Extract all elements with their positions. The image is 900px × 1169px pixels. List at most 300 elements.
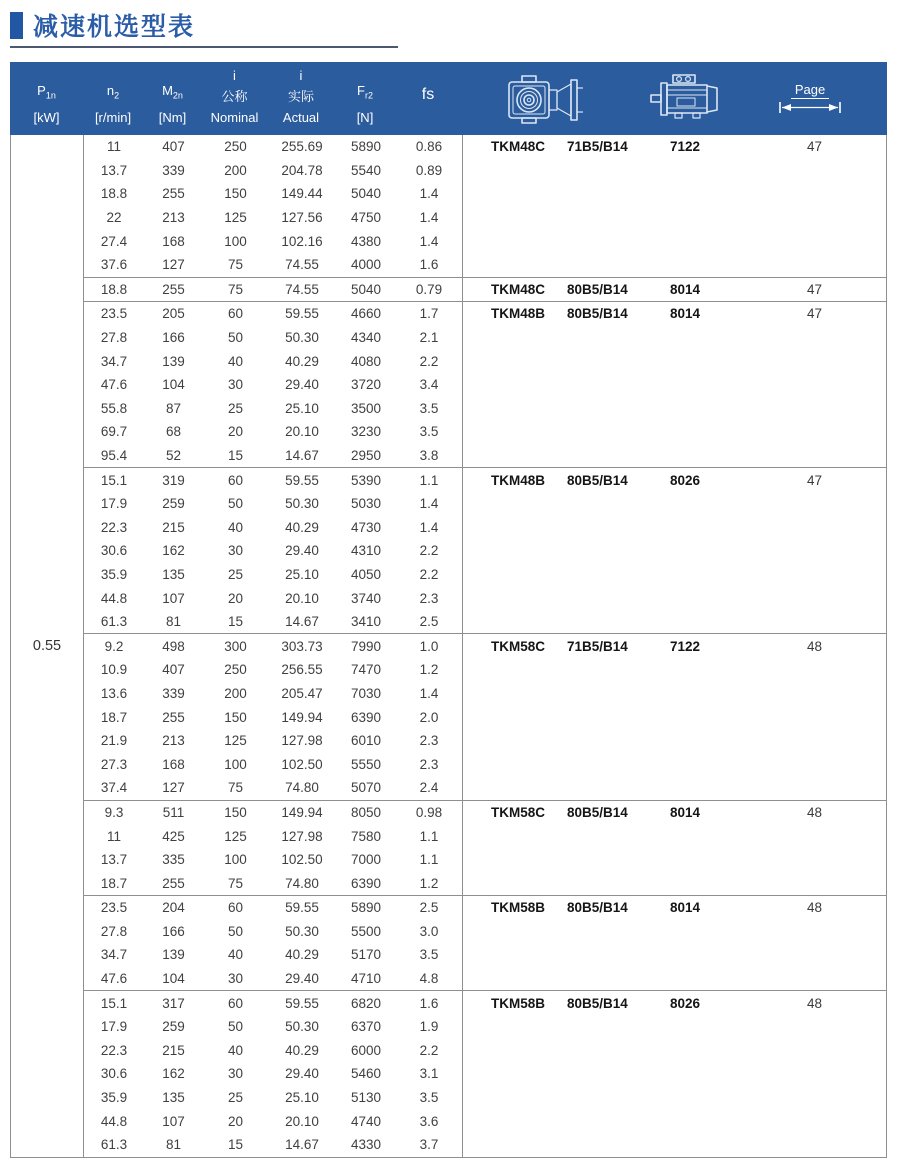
cell-i-nominal: 150: [224, 804, 247, 820]
cell-fr2: 5540: [350, 162, 382, 178]
cell-fr2: 5030: [350, 496, 382, 512]
table-row: [84, 302, 886, 326]
model-cell: TKM48B: [462, 468, 567, 492]
row-group: [84, 895, 886, 990]
col-header-n2: [83, 62, 143, 135]
page-number-cell: [803, 563, 886, 587]
fr2-unit: [N]: [356, 110, 374, 125]
cell-fs: 2.4: [419, 780, 439, 796]
flange-cell: [567, 1086, 670, 1110]
cell-m2n: 166: [162, 330, 185, 346]
page-number-cell: [803, 824, 886, 848]
i-actual-en: Actual: [282, 110, 320, 125]
cell-i-nominal: 250: [224, 662, 247, 678]
cell-i-nominal: 125: [224, 210, 247, 226]
motor-code-cell: [670, 563, 803, 587]
model-cell: [462, 776, 567, 800]
table-row: [84, 705, 886, 729]
model-cell: [462, 420, 567, 444]
table-row: [84, 824, 886, 848]
cell-fr2: 5890: [350, 139, 382, 155]
cell-i-actual: 29.40: [285, 1066, 319, 1082]
flange-cell: [567, 516, 670, 540]
cell-m2n: 168: [162, 756, 185, 772]
cell-m2n: 213: [162, 210, 185, 226]
cell-fr2: 4000: [350, 257, 382, 273]
page-number-cell: [803, 420, 886, 444]
page-number-cell: [803, 159, 886, 183]
page-number-cell: [803, 326, 886, 350]
table-row: [84, 991, 886, 1015]
model-cell: TKM48B: [462, 302, 567, 326]
model-cell: TKM58C: [462, 634, 567, 658]
model-cell: [462, 705, 567, 729]
cell-i-actual: 14.67: [285, 614, 319, 630]
cell-i-actual: 74.55: [285, 257, 319, 273]
page-number-cell: [803, 206, 886, 230]
p1n-value-cell: 0.55: [32, 637, 62, 654]
cell-i-actual: 50.30: [285, 496, 319, 512]
cell-n2: 21.9: [100, 733, 128, 749]
n2-unit: [r/min]: [94, 110, 132, 125]
page-number-cell: [803, 1015, 886, 1039]
cell-i-nominal: 100: [224, 852, 247, 868]
cell-fs: 3.0: [419, 923, 439, 939]
col-header-fr2: [335, 62, 395, 135]
model-cell: [462, 563, 567, 587]
cell-m2n: 335: [162, 852, 185, 868]
motor-code-cell: [670, 586, 803, 610]
cell-fr2: 4750: [350, 210, 382, 226]
motor-code-cell: 8014: [670, 804, 701, 820]
motor-code-cell: [670, 206, 803, 230]
row-group: [84, 990, 886, 1156]
cell-i-actual: 127.98: [281, 828, 323, 844]
table-row: [84, 896, 886, 920]
page-number-cell: [803, 610, 886, 634]
page-number-cell: [803, 516, 886, 540]
motor-code-cell: [670, 159, 803, 183]
model-cell: [462, 182, 567, 206]
page-number-cell: [803, 967, 886, 991]
cell-fr2: 3740: [350, 590, 382, 606]
table-row: [84, 871, 886, 895]
table-row: [84, 776, 886, 800]
cell-m2n: 204: [162, 900, 185, 916]
page-number-cell: [803, 1062, 886, 1086]
flange-cell: [567, 682, 670, 706]
cell-fs: 0.98: [415, 804, 443, 820]
cell-m2n: 168: [162, 233, 185, 249]
cell-fr2: 4740: [350, 1113, 382, 1129]
model-cell: TKM48C: [462, 135, 567, 159]
row-group: [84, 301, 886, 467]
page-number-cell: [803, 920, 886, 944]
cell-i-nominal: 60: [227, 900, 244, 916]
cell-i-nominal: 125: [224, 733, 247, 749]
cell-fs: 3.4: [419, 377, 439, 393]
cell-i-actual: 59.55: [285, 995, 319, 1011]
cell-fr2: 7030: [350, 685, 382, 701]
model-cell: [462, 967, 567, 991]
cell-i-nominal: 20: [227, 590, 244, 606]
cell-i-nominal: 150: [224, 709, 247, 725]
page-number-cell: [803, 1039, 886, 1063]
flange-cell: 80B5/B14: [567, 306, 628, 322]
table-row: [84, 848, 886, 872]
table-row: [84, 135, 886, 159]
cell-fs: 1.4: [419, 233, 439, 249]
row-group: [84, 277, 886, 302]
motor-code-cell: [670, 682, 803, 706]
p1n-symbol: $P_{1n}$: [37, 83, 56, 101]
model-cell: TKM58B: [462, 896, 567, 920]
cell-m2n: 255: [162, 709, 185, 725]
cell-n2: 13.7: [100, 162, 128, 178]
table-row: [84, 752, 886, 776]
model-cell: [462, 920, 567, 944]
motor-code-cell: [670, 705, 803, 729]
cell-i-actual: 50.30: [285, 923, 319, 939]
page-width-icon: [779, 101, 841, 114]
cell-fs: 4.8: [419, 971, 439, 987]
cell-n2: 34.7: [100, 353, 128, 369]
p1n-unit: [kW]: [33, 110, 60, 125]
page-number-cell: [803, 373, 886, 397]
cell-i-actual: 14.67: [285, 448, 319, 464]
flange-cell: [567, 444, 670, 468]
fs-symbol: fs: [421, 86, 435, 103]
cell-m2n: 259: [162, 496, 185, 512]
cell-n2: 37.4: [100, 780, 128, 796]
flange-cell: [567, 397, 670, 421]
cell-fr2: 5070: [350, 780, 382, 796]
cell-n2: 18.8: [100, 186, 128, 202]
cell-m2n: 319: [162, 472, 185, 488]
table-row: [84, 658, 886, 682]
cell-i-nominal: 30: [227, 543, 244, 559]
flange-cell: [567, 848, 670, 872]
cell-fr2: 3500: [350, 400, 382, 416]
cell-n2: 95.4: [100, 448, 128, 464]
page-number-cell: [803, 253, 886, 277]
m2n-unit: [Nm]: [158, 110, 187, 125]
table-row: [84, 563, 886, 587]
cell-fs: 0.79: [415, 281, 443, 297]
page-number-cell: [803, 492, 886, 516]
cell-n2: 15.1: [100, 995, 128, 1011]
cell-n2: 23.5: [100, 900, 128, 916]
table-row: [84, 373, 886, 397]
cell-i-nominal: 25: [227, 566, 244, 582]
cell-fr2: 7990: [350, 638, 382, 654]
flange-cell: [567, 610, 670, 634]
cell-i-nominal: 50: [227, 923, 244, 939]
cell-i-nominal: 100: [224, 756, 247, 772]
cell-i-nominal: 40: [227, 353, 244, 369]
page-number-cell: 47: [807, 281, 823, 297]
cell-m2n: 162: [162, 1066, 185, 1082]
flange-cell: 71B5/B14: [567, 139, 628, 155]
cell-fr2: 6000: [350, 1042, 382, 1058]
cell-i-actual: 40.29: [285, 519, 319, 535]
cell-m2n: 255: [162, 281, 185, 297]
page-number-cell: 48: [807, 900, 823, 916]
motor-code-cell: [670, 373, 803, 397]
cell-i-actual: 74.80: [285, 780, 319, 796]
cell-i-actual: 255.69: [281, 139, 323, 155]
cell-i-actual: 25.10: [285, 566, 319, 582]
row-group: [84, 800, 886, 895]
cell-fr2: 6010: [350, 733, 382, 749]
table-row: [84, 349, 886, 373]
table-row: [84, 801, 886, 825]
cell-i-nominal: 50: [227, 1019, 244, 1035]
cell-i-nominal: 60: [227, 306, 244, 322]
page-number-cell: [803, 658, 886, 682]
section-title-row: [10, 7, 195, 43]
cell-fr2: 5550: [350, 756, 382, 772]
motor-code-cell: [670, 397, 803, 421]
cell-i-nominal: 125: [224, 828, 247, 844]
model-cell: [462, 326, 567, 350]
table-body-groups: [83, 135, 886, 1157]
cell-fs: 2.2: [419, 543, 439, 559]
cell-i-actual: 149.94: [281, 709, 323, 725]
cell-i-actual: 50.30: [285, 1019, 319, 1035]
cell-n2: 15.1: [100, 472, 128, 488]
motor-code-cell: [670, 349, 803, 373]
flange-cell: [567, 1133, 670, 1157]
cell-i-nominal: 30: [227, 971, 244, 987]
motor-code-cell: [670, 658, 803, 682]
cell-fr2: 7470: [350, 662, 382, 678]
motor-code-cell: [670, 326, 803, 350]
model-cell: TKM58C: [462, 801, 567, 825]
model-cell: [462, 586, 567, 610]
cell-fr2: 3720: [350, 377, 382, 393]
flange-cell: [567, 253, 670, 277]
model-cell: TKM48C: [462, 278, 567, 302]
cell-n2: 44.8: [100, 590, 128, 606]
cell-n2: 27.4: [100, 233, 128, 249]
motor-code-cell: [670, 1062, 803, 1086]
flange-cell: [567, 776, 670, 800]
col-header-i-actual: [267, 62, 335, 135]
model-cell: [462, 159, 567, 183]
cell-i-nominal: 15: [227, 614, 244, 630]
model-cell: [462, 610, 567, 634]
cell-i-actual: 303.73: [281, 638, 323, 654]
motor-code-cell: [670, 1109, 803, 1133]
motor-code-cell: [670, 752, 803, 776]
table-header: [10, 62, 887, 135]
flange-cell: [567, 373, 670, 397]
flange-cell: [567, 206, 670, 230]
page-number-cell: [803, 943, 886, 967]
motor-code-cell: 8026: [670, 995, 701, 1011]
model-cell: [462, 1086, 567, 1110]
cell-m2n: 87: [165, 400, 182, 416]
cell-i-nominal: 30: [227, 1066, 244, 1082]
cell-n2: 18.7: [100, 875, 128, 891]
cell-i-actual: 25.10: [285, 1090, 319, 1106]
flange-cell: [567, 729, 670, 753]
flange-cell: [567, 492, 670, 516]
cell-n2: 27.3: [100, 756, 128, 772]
model-cell: [462, 253, 567, 277]
cell-n2: 17.9: [100, 496, 128, 512]
model-cell: [462, 824, 567, 848]
cell-fr2: 7000: [350, 852, 382, 868]
cell-n2: 27.8: [100, 923, 128, 939]
model-cell: [462, 492, 567, 516]
cell-m2n: 162: [162, 543, 185, 559]
cell-i-actual: 204.78: [281, 162, 323, 178]
cell-fs: 1.4: [419, 519, 439, 535]
cell-m2n: 407: [162, 139, 185, 155]
page-number-cell: [803, 1086, 886, 1110]
cell-i-actual: 127.56: [281, 210, 323, 226]
cell-n2: 61.3: [100, 1137, 128, 1153]
cell-i-actual: 59.55: [285, 900, 319, 916]
flange-cell: [567, 824, 670, 848]
cell-m2n: 215: [162, 519, 185, 535]
cell-i-actual: 256.55: [281, 662, 323, 678]
table-row: [84, 492, 886, 516]
cell-n2: 34.7: [100, 947, 128, 963]
motor-code-cell: [670, 253, 803, 277]
table-row: [84, 539, 886, 563]
page-number-cell: [803, 229, 886, 253]
row-group: [84, 467, 886, 633]
cell-fr2: 4730: [350, 519, 382, 535]
cell-fs: 3.5: [419, 400, 439, 416]
motor-code-cell: [670, 920, 803, 944]
motor-code-cell: 8026: [670, 472, 701, 488]
motor-code-cell: [670, 516, 803, 540]
col-header-i-nominal: [202, 62, 267, 135]
model-cell: [462, 1015, 567, 1039]
table-row: [84, 182, 886, 206]
model-cell: [462, 848, 567, 872]
table-row: [84, 610, 886, 634]
i-actual-symbol: i: [299, 68, 303, 83]
cell-i-actual: 149.94: [281, 804, 323, 820]
table-row: [84, 159, 886, 183]
cell-n2: 37.6: [100, 257, 128, 273]
cell-i-actual: 40.29: [285, 353, 319, 369]
model-cell: [462, 682, 567, 706]
fr2-symbol: $F_{r2}$: [357, 83, 373, 101]
model-cell: [462, 229, 567, 253]
page-number-cell: [803, 705, 886, 729]
flange-cell: [567, 871, 670, 895]
cell-i-actual: 127.98: [281, 733, 323, 749]
cell-fr2: 4050: [350, 566, 382, 582]
title-underline: [10, 46, 398, 48]
cell-n2: 9.3: [104, 804, 124, 820]
page-number-cell: [803, 776, 886, 800]
cell-m2n: 135: [162, 566, 185, 582]
cell-fs: 1.4: [419, 496, 439, 512]
model-cell: [462, 1109, 567, 1133]
cell-fs: 3.5: [419, 424, 439, 440]
cell-n2: 30.6: [100, 543, 128, 559]
cell-m2n: 104: [162, 377, 185, 393]
model-cell: [462, 752, 567, 776]
cell-i-actual: 59.55: [285, 306, 319, 322]
flange-cell: [567, 586, 670, 610]
cell-fs: 3.1: [419, 1066, 439, 1082]
row-group: [84, 135, 886, 277]
cell-fr2: 6370: [350, 1019, 382, 1035]
cell-fs: 2.3: [419, 590, 439, 606]
cell-fr2: 5890: [350, 900, 382, 916]
model-cell: [462, 1133, 567, 1157]
motor-code-cell: 8014: [670, 900, 701, 916]
table-row: [84, 1109, 886, 1133]
table-row: [84, 682, 886, 706]
flange-cell: 80B5/B14: [567, 995, 628, 1011]
cell-i-nominal: 15: [227, 1137, 244, 1153]
table-row: [84, 278, 886, 302]
cell-i-actual: 205.47: [281, 685, 323, 701]
cell-i-actual: 14.67: [285, 1137, 319, 1153]
page-number-cell: [803, 586, 886, 610]
cell-i-actual: 102.50: [281, 756, 323, 772]
cell-fr2: 3230: [350, 424, 382, 440]
cell-i-nominal: 50: [227, 330, 244, 346]
cell-i-nominal: 60: [227, 472, 244, 488]
table-row: [84, 516, 886, 540]
cell-m2n: 68: [165, 424, 182, 440]
cell-i-nominal: 75: [227, 780, 244, 796]
cell-n2: 9.2: [104, 638, 124, 654]
cell-i-nominal: 25: [227, 400, 244, 416]
cell-fs: 2.2: [419, 353, 439, 369]
cell-fr2: 4710: [350, 971, 382, 987]
table-row: [84, 444, 886, 468]
motor-code-cell: [670, 848, 803, 872]
cell-fs: 1.9: [419, 1019, 439, 1035]
cell-fr2: 4340: [350, 330, 382, 346]
motor-code-cell: [670, 610, 803, 634]
cell-fr2: 5460: [350, 1066, 382, 1082]
cell-m2n: 127: [162, 780, 185, 796]
cell-n2: 61.3: [100, 614, 128, 630]
cell-n2: 13.7: [100, 852, 128, 868]
motor-code-cell: [670, 182, 803, 206]
motor-code-cell: [670, 420, 803, 444]
cell-i-actual: 25.10: [285, 400, 319, 416]
cell-fs: 1.1: [419, 472, 439, 488]
cell-n2: 30.6: [100, 1066, 128, 1082]
motor-code-cell: [670, 967, 803, 991]
cell-m2n: 259: [162, 1019, 185, 1035]
flange-cell: [567, 1062, 670, 1086]
page-number-cell: 48: [807, 995, 823, 1011]
motor-code-cell: [670, 229, 803, 253]
flange-cell: [567, 658, 670, 682]
cell-fr2: 4380: [350, 233, 382, 249]
cell-m2n: 135: [162, 1090, 185, 1106]
cell-fs: 1.1: [419, 852, 439, 868]
i-nominal-symbol: i: [233, 68, 236, 83]
table-row: [84, 1015, 886, 1039]
model-cell: [462, 943, 567, 967]
cell-i-actual: 102.50: [281, 852, 323, 868]
